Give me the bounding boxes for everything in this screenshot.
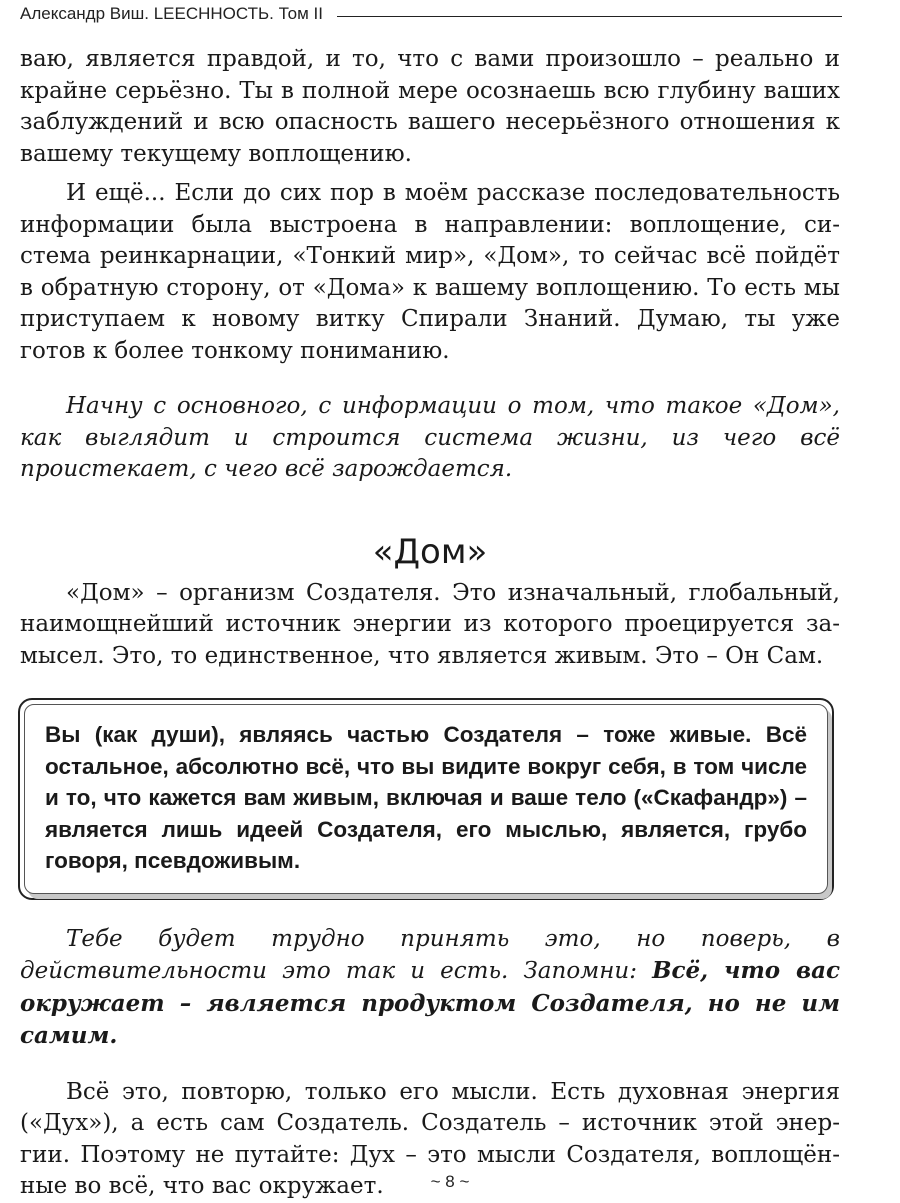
section-heading: «Дом» — [372, 531, 488, 572]
paragraph-spirit: Всё это, повторю, только его мысли. Есть духовная энергия («Дух»), а есть сам Создатель. Создатель – источник этой энергии. Поэтому не путайте: Дух – это мысли Создателя, воплощённые во всё, что вас окружает. — [20, 1078, 840, 1199]
remember-emphasis: Всё, что вас окружает – является продуктом Создателя, но не им самим. — [20, 957, 840, 1049]
paragraph-spiral: И ещё... Если до сих пор в моём рассказе последовательность информации была выстроена в направлении: воплощение, система реинкарнации, «Тонкий мир», «Дом», то сейчас всё пойдёт в обратную сторону, от «Дома» к вашему воплощению. То есть мы приступаем к новому витку Спирали Знаний. Думаю, ты уже готов к более тонкому пониманию. — [20, 180, 840, 364]
book-title: Александр Виш. LEECHНОСТЬ. Том II — [20, 4, 323, 23]
paragraph-definition: «Дом» – организм Создателя. Это изначальный, глобальный, наимощнейший источник энергии из которого проецируется замысел. Это, то единственное, что является живым. Это – Он Сам. — [20, 579, 840, 669]
header-rule — [337, 16, 842, 17]
page-number: ~ 8 ~ — [430, 1172, 470, 1191]
paragraph-intro-italic: Начну с основного, с информации о том, что такое «Дом», как выглядит и строится система жизни, из чего всё проистекает, с чего всё зарождается. — [20, 393, 840, 482]
callout-text: Вы (как души), являясь частью Создателя – тоже живые. Всё остальное, абсолютно всё, что вы видите вокруг себя, в том числе и то, что кажется вам живым, включая и ваше тело («Скафандр») – является лишь идеей Создателя, его мыслью, является, грубо говоря, псевдоживым. — [45, 722, 807, 873]
paragraph-continued: ваю, является правдой, и то, что с вами произошло – реально и крайне серьёзно. Ты в полной мере осознаешь всю глубину ваших заблуждений и всю опасность вашего несерьёзного отношения к вашему текущему воплощению. — [20, 46, 840, 167]
callout-box — [18, 698, 834, 900]
remember-lead: Тебе будет трудно принять это, но поверь, в действительности это так и есть. Запомни: — [20, 925, 840, 984]
paragraph-remember — [20, 924, 840, 1053]
running-header — [20, 4, 842, 24]
callout-inner — [24, 704, 828, 894]
page-body — [20, 44, 840, 1203]
